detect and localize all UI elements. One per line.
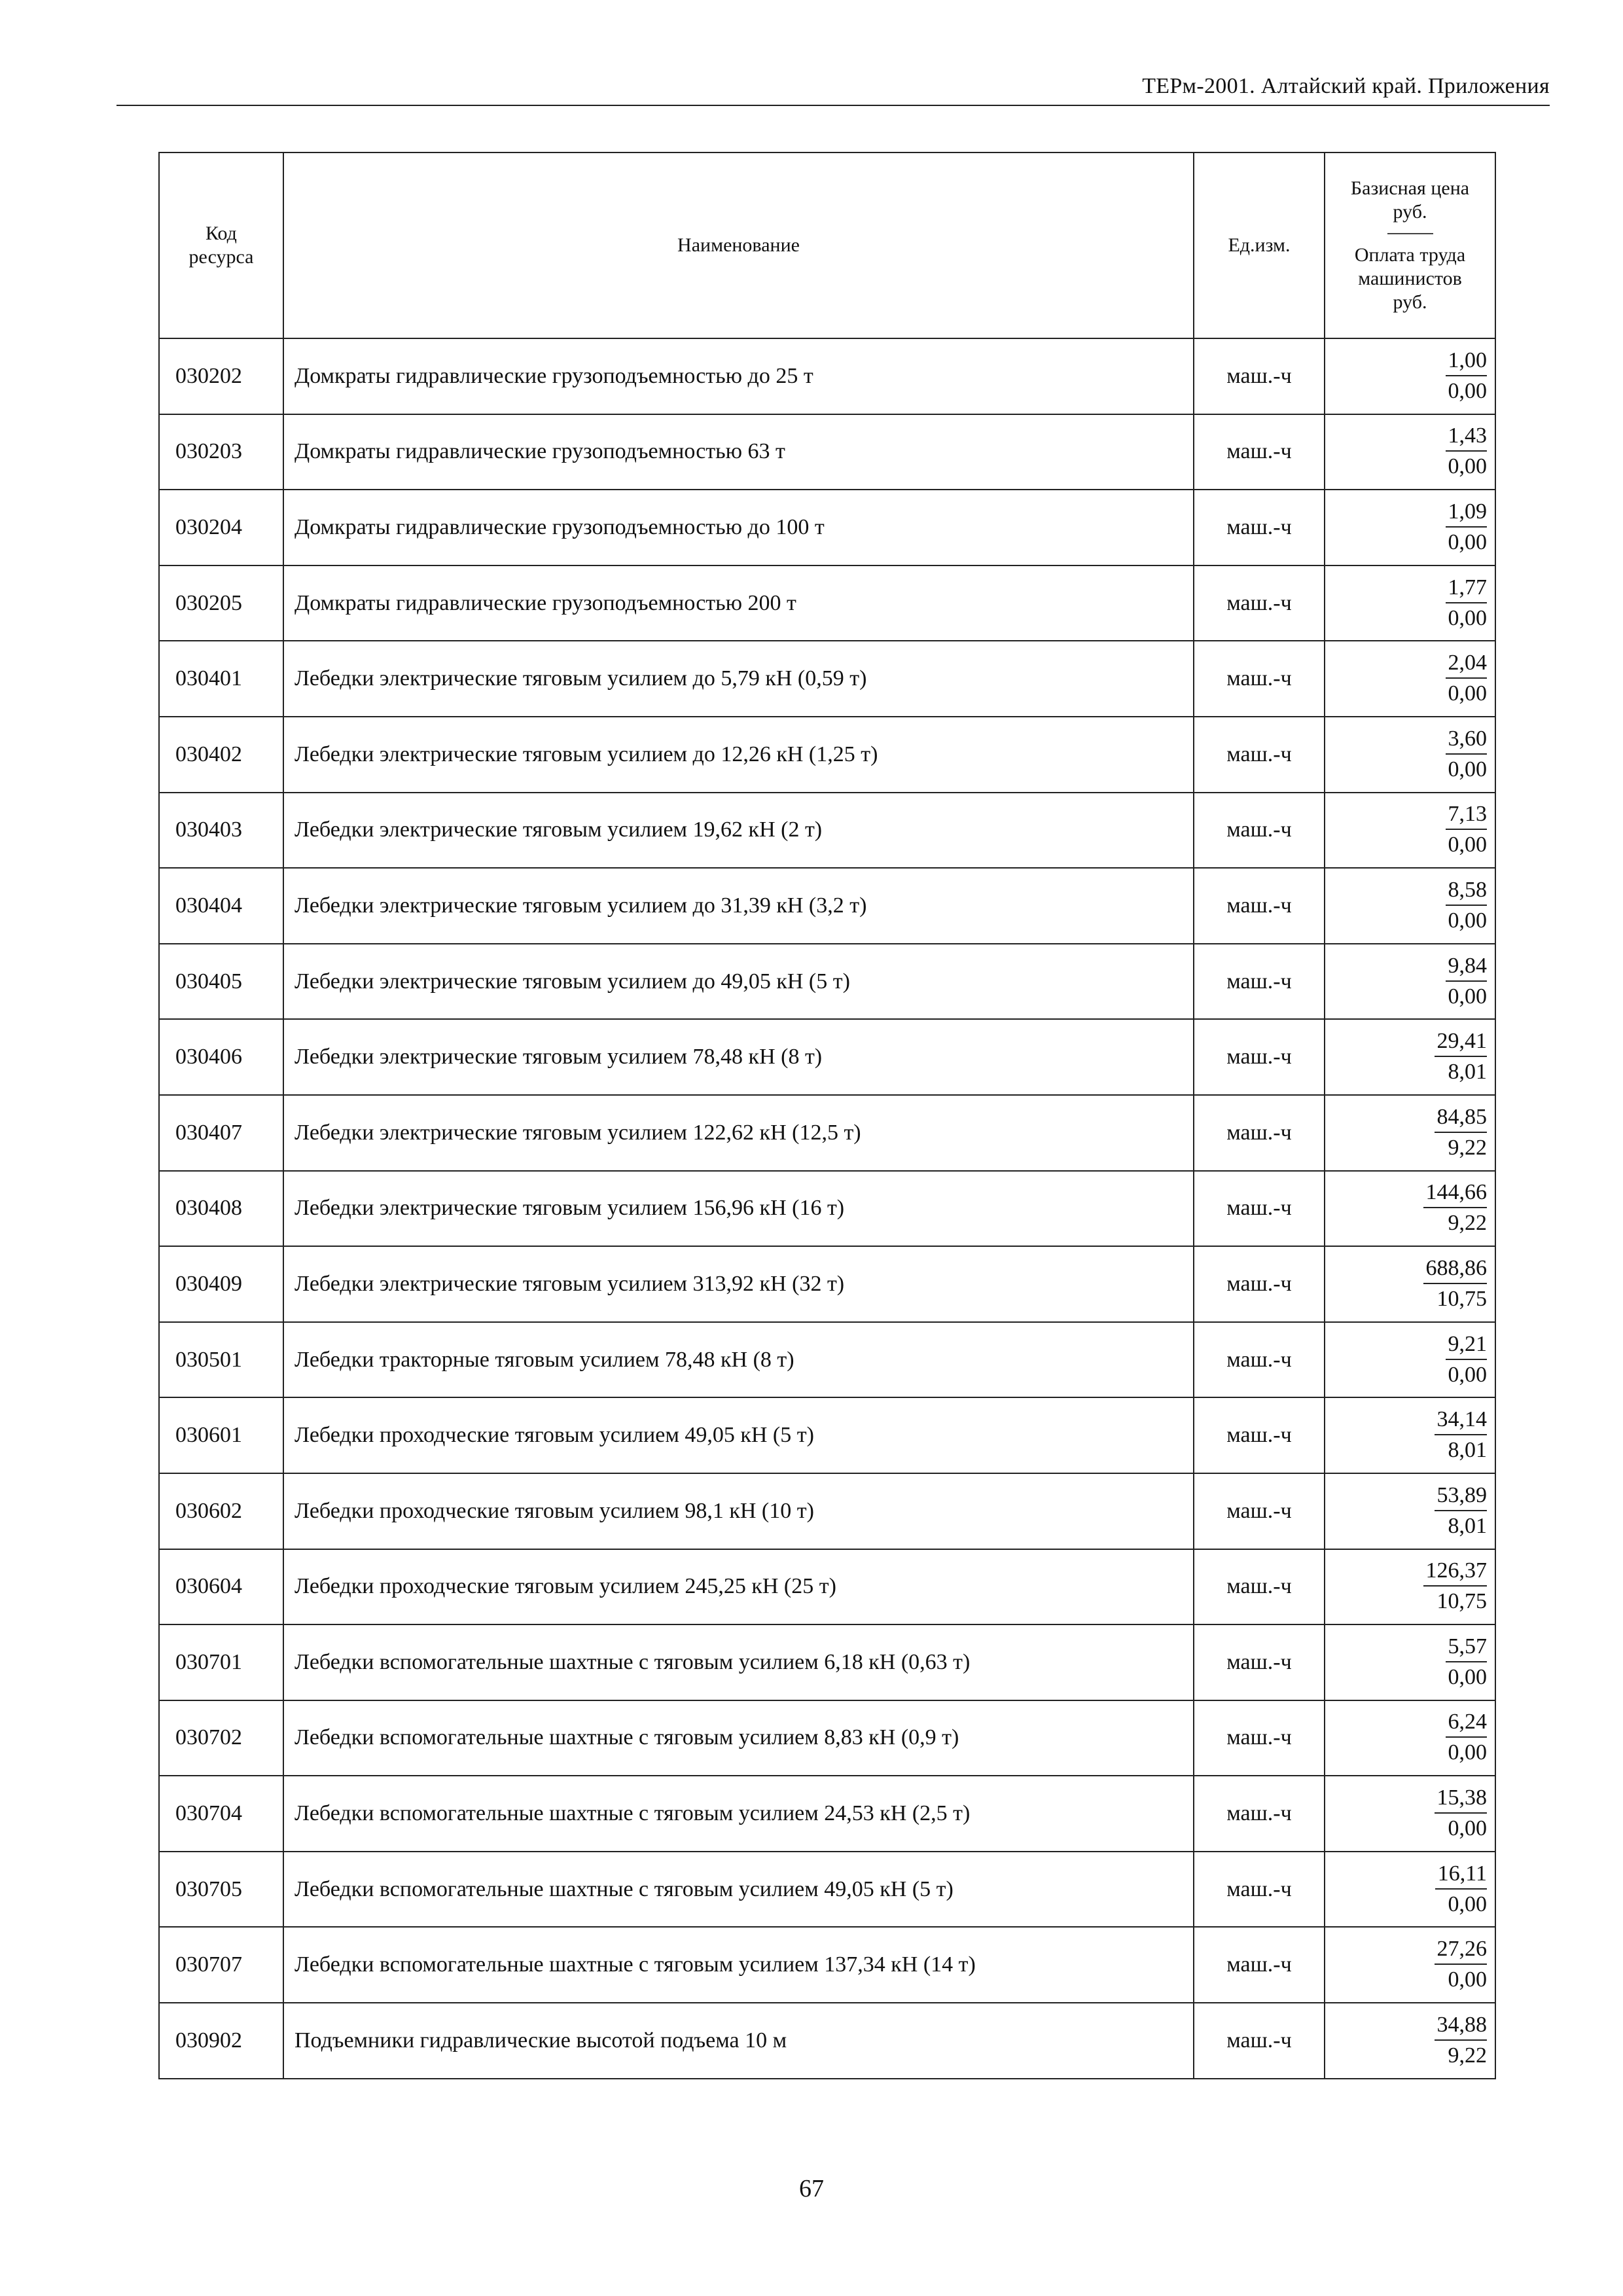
operator-wage: 0,00: [1448, 1967, 1487, 1992]
resource-price-cell: [1325, 944, 1495, 1020]
resource-unit: маш.-ч: [1194, 641, 1325, 717]
resource-unit: маш.-ч: [1194, 1776, 1325, 1852]
resource-unit: маш.-ч: [1194, 1852, 1325, 1928]
resource-price-cell: [1325, 2003, 1495, 2079]
price-fraction: [1423, 1254, 1488, 1314]
resource-code: 030902: [159, 2003, 283, 2079]
price-fraction: [1446, 800, 1488, 860]
resource-name: Лебедки электрические тяговым усилием 122,62 кН (12,5 т): [283, 1095, 1194, 1171]
base-price: 8,58: [1446, 876, 1488, 906]
base-price: 1,09: [1446, 497, 1488, 528]
resource-price-cell: [1325, 565, 1495, 641]
base-price: 1,00: [1446, 346, 1488, 376]
price-fraction: [1446, 497, 1488, 558]
resource-name: Лебедки вспомогательные шахтные с тяговым усилием 6,18 кН (0,63 т): [283, 1624, 1194, 1700]
base-price: 29,41: [1435, 1027, 1488, 1057]
price-fraction: [1435, 2011, 1488, 2071]
price-fraction: [1446, 1708, 1488, 1768]
resource-unit: маш.-ч: [1194, 1322, 1325, 1398]
resource-price-cell: [1325, 1397, 1495, 1473]
resource-code: 030204: [159, 490, 283, 565]
resource-price-cell: [1325, 1927, 1495, 2003]
resource-price-cell: [1325, 1322, 1495, 1398]
price-fraction: [1446, 422, 1488, 482]
resource-unit: маш.-ч: [1194, 1624, 1325, 1700]
price-fraction: [1446, 649, 1488, 709]
resource-price-cell: [1325, 1246, 1495, 1322]
labor-header-label-1: Оплата труда: [1354, 244, 1466, 266]
base-price: 9,21: [1446, 1330, 1488, 1360]
column-header-code: [159, 152, 283, 338]
table-row: [159, 793, 1495, 869]
table-row: [159, 1095, 1495, 1171]
resource-code: 030202: [159, 338, 283, 414]
table-row: [159, 1549, 1495, 1625]
resource-code: 030401: [159, 641, 283, 717]
table-row: [159, 490, 1495, 565]
price-header-divider: [1387, 233, 1433, 234]
resource-code: 030601: [159, 1397, 283, 1473]
resource-code: 030702: [159, 1700, 283, 1776]
resource-price-cell: [1325, 641, 1495, 717]
table-row: [159, 414, 1495, 490]
operator-wage: 0,00: [1448, 378, 1487, 403]
table-row: [159, 1852, 1495, 1928]
base-price: 126,37: [1423, 1556, 1488, 1587]
resource-unit: маш.-ч: [1194, 944, 1325, 1020]
resource-unit: маш.-ч: [1194, 565, 1325, 641]
price-fraction: [1435, 1405, 1488, 1465]
resource-price-cell: [1325, 1549, 1495, 1625]
resource-name: Домкраты гидравлические грузоподъемностью до 100 т: [283, 490, 1194, 565]
resource-unit: маш.-ч: [1194, 490, 1325, 565]
resource-code: 030404: [159, 868, 283, 944]
table-row: [159, 1246, 1495, 1322]
resource-unit: маш.-ч: [1194, 868, 1325, 944]
resource-unit: маш.-ч: [1194, 414, 1325, 490]
resource-name: Домкраты гидравлические грузоподъемностью 200 т: [283, 565, 1194, 641]
resource-price-cell: [1325, 868, 1495, 944]
resource-code: 030604: [159, 1549, 283, 1625]
resource-code: 030707: [159, 1927, 283, 2003]
resource-code: 030704: [159, 1776, 283, 1852]
resource-unit: маш.-ч: [1194, 1473, 1325, 1549]
table-row: [159, 1171, 1495, 1247]
resource-name: Лебедки проходческие тяговым усилием 245,25 кН (25 т): [283, 1549, 1194, 1625]
operator-wage: 0,00: [1448, 681, 1487, 706]
resource-unit: маш.-ч: [1194, 1927, 1325, 2003]
operator-wage: 9,22: [1448, 1211, 1487, 1236]
resource-code: 030701: [159, 1624, 283, 1700]
price-fraction: [1435, 1027, 1488, 1087]
table-body: [159, 338, 1495, 2079]
column-header-unit: Ед.изм.: [1194, 152, 1325, 338]
operator-wage: 9,22: [1448, 1135, 1487, 1160]
operator-wage: 0,00: [1448, 454, 1487, 479]
column-header-name: Наименование: [283, 152, 1194, 338]
operator-wage: 8,01: [1448, 1513, 1487, 1538]
resource-code: 030205: [159, 565, 283, 641]
table-row: [159, 868, 1495, 944]
resource-price-cell: [1325, 793, 1495, 869]
price-fraction: [1435, 1859, 1487, 1920]
resource-code: 030705: [159, 1852, 283, 1928]
operator-wage: 0,00: [1448, 984, 1487, 1009]
resource-name: Лебедки электрические тяговым усилием до 12,26 кН (1,25 т): [283, 717, 1194, 793]
operator-wage: 8,01: [1448, 1438, 1487, 1463]
resource-unit: маш.-ч: [1194, 1549, 1325, 1625]
operator-wage: 0,00: [1448, 1362, 1487, 1387]
column-header-price: [1325, 152, 1495, 338]
column-header-code-label: Код ресурса: [188, 223, 254, 268]
resource-name: Лебедки тракторные тяговым усилием 78,48 кН (8 т): [283, 1322, 1194, 1398]
base-price: 2,04: [1446, 649, 1488, 679]
operator-wage: 0,00: [1448, 1664, 1487, 1689]
resource-unit: маш.-ч: [1194, 1019, 1325, 1095]
resource-unit: маш.-ч: [1194, 1095, 1325, 1171]
base-price: 53,89: [1435, 1481, 1488, 1511]
price-fraction: [1446, 573, 1488, 634]
resource-unit: маш.-ч: [1194, 338, 1325, 414]
price-fraction: [1423, 1556, 1488, 1617]
price-fraction: [1446, 346, 1488, 406]
operator-wage: 0,00: [1448, 1816, 1487, 1841]
resource-name: Лебедки электрические тяговым усилием до 5,79 кН (0,59 т): [283, 641, 1194, 717]
base-price: 144,66: [1423, 1178, 1488, 1208]
resource-unit: маш.-ч: [1194, 1171, 1325, 1247]
resource-price-cell: [1325, 338, 1495, 414]
labor-header-label-2: машинистов: [1358, 268, 1462, 289]
base-price: 1,43: [1446, 422, 1488, 452]
resource-name: Лебедки электрические тяговым усилием до 49,05 кН (5 т): [283, 944, 1194, 1020]
resource-price-cell: [1325, 1171, 1495, 1247]
base-price: 3,60: [1446, 725, 1488, 755]
operator-wage: 0,00: [1448, 757, 1487, 781]
resource-price-cell: [1325, 1624, 1495, 1700]
resource-unit: маш.-ч: [1194, 1397, 1325, 1473]
resource-unit: маш.-ч: [1194, 1700, 1325, 1776]
base-price: 27,26: [1435, 1935, 1488, 1965]
base-price: 1,77: [1446, 573, 1488, 603]
resource-name: Лебедки проходческие тяговым усилием 98,1 кН (10 т): [283, 1473, 1194, 1549]
resource-unit: маш.-ч: [1194, 2003, 1325, 2079]
resource-code: 030407: [159, 1095, 283, 1171]
resource-name: Домкраты гидравлические грузоподъемностью до 25 т: [283, 338, 1194, 414]
resource-price-cell: [1325, 1019, 1495, 1095]
resource-name: Лебедки вспомогательные шахтные с тяговым усилием 24,53 кН (2,5 т): [283, 1776, 1194, 1852]
resource-unit: маш.-ч: [1194, 1246, 1325, 1322]
operator-wage: 0,00: [1448, 529, 1487, 554]
table-row: [159, 2003, 1495, 2079]
price-header-label: Базисная цена руб.: [1350, 177, 1470, 223]
resource-unit: маш.-ч: [1194, 717, 1325, 793]
header-rule: [116, 105, 1550, 106]
table-header-row: [159, 152, 1495, 338]
base-price: 9,84: [1446, 952, 1488, 982]
page-number: 67: [799, 2175, 824, 2202]
resource-price-cell: [1325, 1852, 1495, 1928]
resource-code: 030402: [159, 717, 283, 793]
operator-wage: 9,22: [1448, 2043, 1487, 2068]
running-header: ТЕРм-2001. Алтайский край. Приложения: [1142, 74, 1550, 98]
resource-name: Лебедки электрические тяговым усилием 78,48 кН (8 т): [283, 1019, 1194, 1095]
base-price: 34,88: [1435, 2011, 1488, 2041]
operator-wage: 0,00: [1448, 908, 1487, 933]
price-fraction: [1435, 1481, 1488, 1541]
table-row: [159, 1927, 1495, 2003]
operator-wage: 0,00: [1448, 1740, 1487, 1765]
base-price: 34,14: [1435, 1405, 1488, 1435]
table-row: [159, 1776, 1495, 1852]
table-row: [159, 1322, 1495, 1398]
resource-price-cell: [1325, 414, 1495, 490]
resource-name: Домкраты гидравлические грузоподъемностью 63 т: [283, 414, 1194, 490]
resource-code: 030501: [159, 1322, 283, 1398]
resource-price-cell: [1325, 1700, 1495, 1776]
resource-price-cell: [1325, 1473, 1495, 1549]
base-price: 16,11: [1435, 1859, 1487, 1890]
resource-unit: маш.-ч: [1194, 793, 1325, 869]
labor-header-label-3: руб.: [1393, 291, 1427, 313]
resource-name: Лебедки вспомогательные шахтные с тяговым усилием 8,83 кН (0,9 т): [283, 1700, 1194, 1776]
base-price: 6,24: [1446, 1708, 1488, 1738]
resource-name: Лебедки электрические тяговым усилием 156,96 кН (16 т): [283, 1171, 1194, 1247]
table-row: [159, 565, 1495, 641]
resource-code: 030403: [159, 793, 283, 869]
price-fraction: [1435, 1103, 1488, 1163]
resource-price-cell: [1325, 717, 1495, 793]
table-row: [159, 1473, 1495, 1549]
price-fraction: [1446, 1632, 1488, 1693]
resource-code: 030408: [159, 1171, 283, 1247]
table-row: [159, 717, 1495, 793]
price-fraction: [1446, 876, 1488, 936]
price-fraction: [1446, 725, 1488, 785]
table-row: [159, 1397, 1495, 1473]
resource-name: Лебедки электрические тяговым усилием 19,62 кН (2 т): [283, 793, 1194, 869]
operator-wage: 8,01: [1448, 1060, 1487, 1085]
price-fraction: [1446, 1330, 1488, 1390]
base-price: 15,38: [1435, 1784, 1488, 1814]
price-fraction: [1423, 1178, 1488, 1238]
resource-code: 030203: [159, 414, 283, 490]
base-price: 84,85: [1435, 1103, 1488, 1133]
table-row: [159, 641, 1495, 717]
resource-name: Лебедки электрические тяговым усилием 313,92 кН (32 т): [283, 1246, 1194, 1322]
resource-name: Лебедки вспомогательные шахтные с тяговым усилием 49,05 кН (5 т): [283, 1852, 1194, 1928]
price-fraction: [1435, 1935, 1488, 1995]
operator-wage: 0,00: [1448, 833, 1487, 857]
operator-wage: 10,75: [1436, 1589, 1487, 1614]
resource-price-cell: [1325, 490, 1495, 565]
base-price: 688,86: [1423, 1254, 1488, 1284]
resource-code: 030602: [159, 1473, 283, 1549]
resource-name: Подъемники гидравлические высотой подъема 10 м: [283, 2003, 1194, 2079]
resource-name: Лебедки вспомогательные шахтные с тяговым усилием 137,34 кН (14 т): [283, 1927, 1194, 2003]
resource-price-cell: [1325, 1095, 1495, 1171]
price-fraction: [1446, 952, 1488, 1012]
price-fraction: [1435, 1784, 1488, 1844]
base-price: 7,13: [1446, 800, 1488, 830]
operator-wage: 0,00: [1448, 605, 1487, 630]
resource-name: Лебедки электрические тяговым усилием до 31,39 кН (3,2 т): [283, 868, 1194, 944]
table-row: [159, 1700, 1495, 1776]
table-row: [159, 944, 1495, 1020]
table-row: [159, 1624, 1495, 1700]
base-price: 5,57: [1446, 1632, 1488, 1662]
operator-wage: 0,00: [1448, 1892, 1487, 1916]
resource-code: 030405: [159, 944, 283, 1020]
resource-price-cell: [1325, 1776, 1495, 1852]
table-row: [159, 338, 1495, 414]
operator-wage: 10,75: [1436, 1286, 1487, 1311]
resource-code: 030409: [159, 1246, 283, 1322]
table-row: [159, 1019, 1495, 1095]
resource-code: 030406: [159, 1019, 283, 1095]
resource-name: Лебедки проходческие тяговым усилием 49,05 кН (5 т): [283, 1397, 1194, 1473]
resource-price-table: [158, 152, 1496, 2079]
